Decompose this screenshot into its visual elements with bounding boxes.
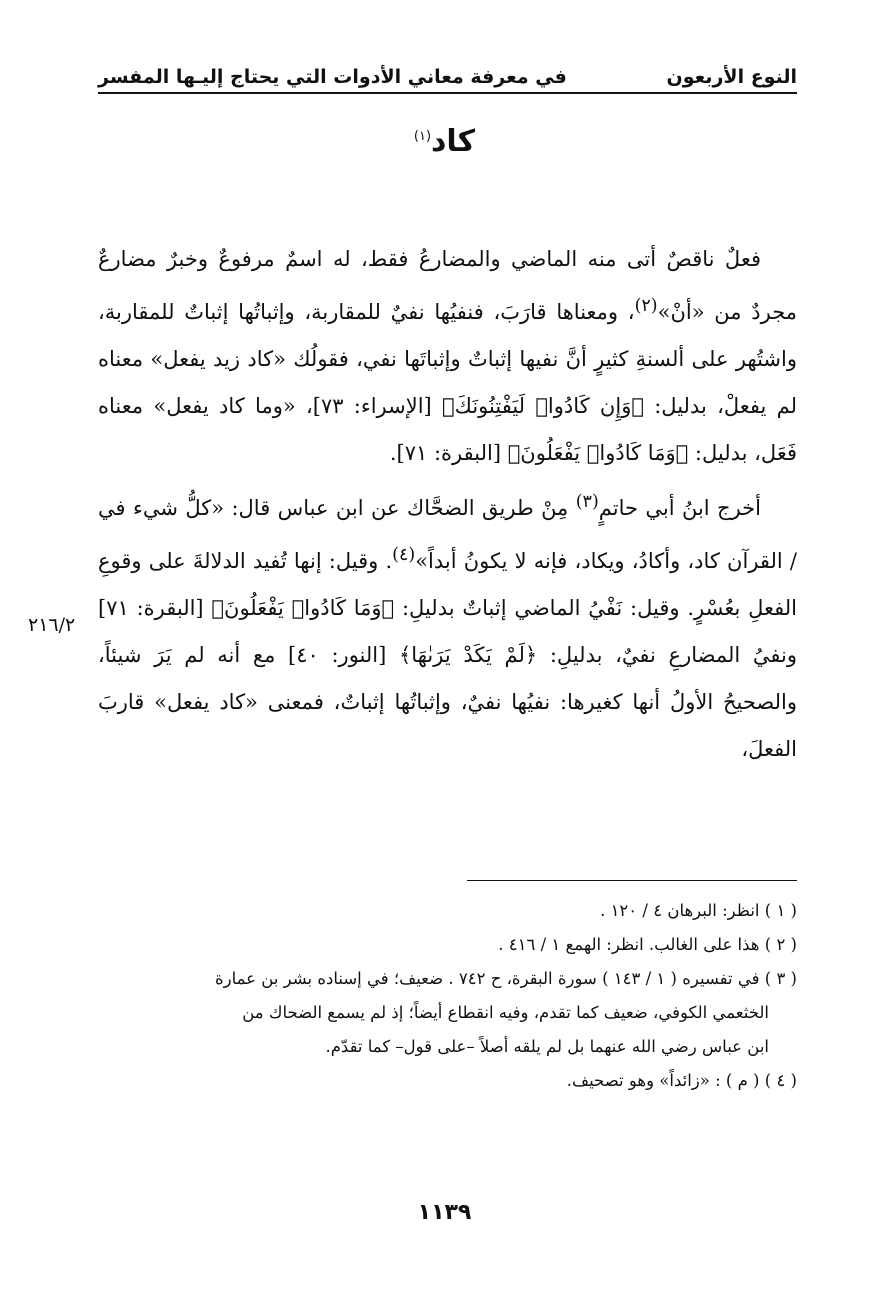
footnote-3-continued: ابن عباس رضي الله عنهما بل لم يلقه أصلاً –على قول– كما تقدّم. <box>325 1037 769 1056</box>
footnote-1: ( ١ ) انظر: البرهان ٤ / ١٢٠ . <box>600 901 797 920</box>
text-run: فعلٌ ناقصٌ أتى منه الماضي والمضارعُ فقط، له اسمٌ مرفوعٌ وخبرٌ مضارعٌ مجردٌ من «أنْ» <box>98 247 798 324</box>
chapter-heading: النوع الأربعون <box>666 66 797 88</box>
quran-quote: ﴿وَإِن كَادُوا۟ لَيَفْتِنُونَكَ﴾ <box>442 394 644 418</box>
text-run: مِنْ طريق الضحَّاك عن ابن عباس قال: «كلُّ شيء في / القرآن كاد، وأكادُ، ويكاد، فإنه لا يكونُ أبداً» <box>98 496 797 573</box>
footnote-4: ( ٤ ) ( م ) : «زائداً» وهو تصحيف. <box>566 1071 797 1090</box>
text-run: [الإسراء: ٧٣]، «وما كاد يفعل» معناه فَعَل، بدليل: <box>98 394 797 465</box>
footnote-marker: (٣) <box>575 492 599 512</box>
main-text <box>98 236 797 773</box>
text-run: ، ومعناها قارَبَ، فنفيُها نفيٌ للمقاربة، وإثباتُها إثباتٌ للمقاربة، واشتُهر على ألسنةِ كثيرٍ أنَّ نفيها إثباتٌ وإثباتَها نفي، فقولُك «كاد زيد يفعل» معناه لم يفعلْ، بدليل: <box>98 300 798 418</box>
footnote-marker: (١) <box>413 129 432 144</box>
quran-quote: ﴿لَمْ يَكَدْ يَرَىٰهَا﴾ <box>399 643 538 667</box>
footnote-marker: (٤) <box>392 545 416 565</box>
page-number: ١١٣٩ <box>417 1200 472 1225</box>
footnote-rule <box>467 880 797 881</box>
footnote-2: ( ٢ ) هذا على الغالب. انظر: الهمع ١ / ٤١٦ . <box>498 935 797 954</box>
paragraph <box>98 236 797 477</box>
entry-title <box>0 124 889 159</box>
text-run: [البقرة: ٧١]. <box>389 441 508 465</box>
text-run: [البقرة: ٧١] ونفيُ المضارعِ نفيٌ، بدليلِ: <box>98 596 797 667</box>
footnote-3-continued: الخثعمي الكوفي، ضعيف كما تقدم، وفيه انقطاع أيضاً؛ إذ لم يسمع الضحاك من <box>242 1003 769 1022</box>
text-run: . وقيل: إنها تُفيد الدلالةَ على وقوعِ الفعلِ بعُسْرٍ. وقيل: نَفْيُ الماضي إثباتٌ بدليلِ: <box>98 549 797 620</box>
paragraph <box>98 479 797 773</box>
text-run: [النور: ٤٠] مع أنه لم يَرَ شيئاً، والصحيحُ الأولُ أنها كغيرها: نفيُها نفيٌ، وإثباتُها إثباتٌ، فمعنى «كاد يفعل» قاربَ الفعلَ، <box>98 643 797 761</box>
running-header <box>98 56 797 88</box>
footnote-marker: (٢) <box>634 296 658 316</box>
quran-quote: ﴿وَمَا كَادُوا۟ يَفْعَلُونَ﴾ <box>507 441 689 465</box>
footnote-3: ( ٣ ) في تفسيره ( ١ / ١٤٣ ) سورة البقرة، ح ٧٤٢ . ضعيف؛ في إسناده بشر بن عمارة <box>215 969 797 988</box>
footnotes <box>98 894 797 1098</box>
margin-page-reference: ٢١٦/٢ <box>28 614 76 636</box>
text-run: أخرج ابنُ أبي حاتمٍ <box>598 496 761 520</box>
section-heading: في معرفة معاني الأدوات التي يحتاج إليـها المفسر <box>98 66 567 88</box>
header-rule <box>98 92 797 94</box>
entry-word: كاد <box>431 124 476 159</box>
quran-quote: ﴿وَمَا كَادُوا۟ يَفْعَلُونَ﴾ <box>211 596 395 620</box>
